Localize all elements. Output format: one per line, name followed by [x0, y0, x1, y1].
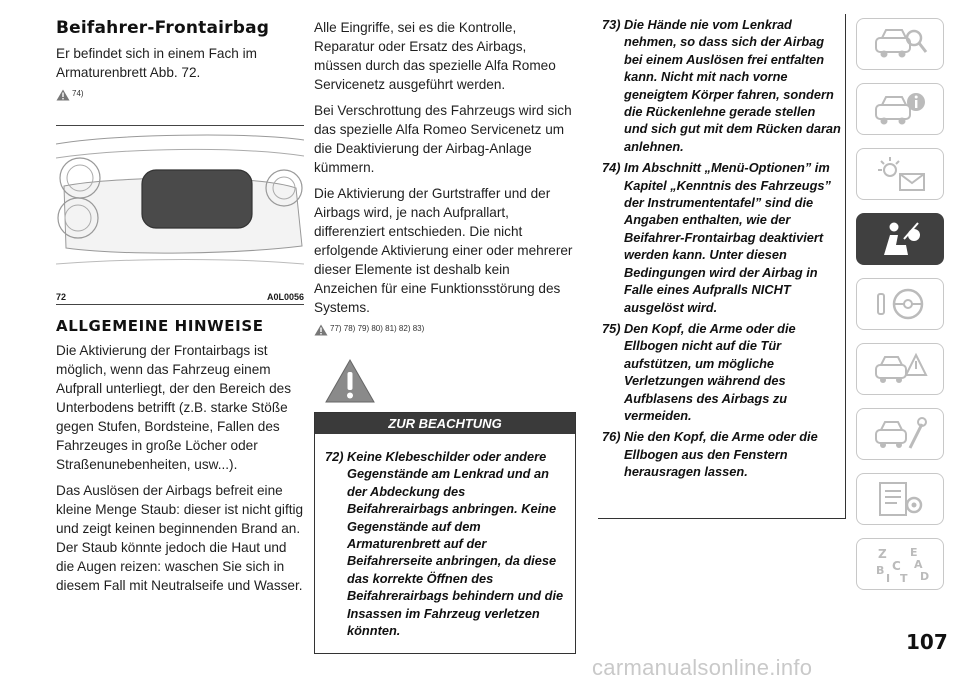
warning-triangle-icon	[314, 324, 328, 336]
alphabet-index-icon	[870, 544, 930, 584]
chapter-tab-technical-data[interactable]	[856, 473, 944, 525]
warning-item: 76) Nie den Kopf, die Arme oder die Ellbogen aus den Fenstern herausragen lassen.	[602, 429, 818, 480]
chapter-sidebar	[856, 18, 946, 603]
warning-reference	[314, 324, 576, 336]
figure-number: 72	[56, 292, 67, 302]
warning-header: ZUR BEACHTUNG	[315, 413, 575, 434]
seat-airbag-icon	[870, 219, 930, 259]
warning-triangle-icon	[56, 89, 70, 101]
warning-item: 73) Die Hände nie vom Lenkrad nehmen, so dass sich der Airbag bei einem Auslösen frei entfalten kann. Nicht mit nach vorne geneigtem Körper fahren, sondern die Rückenlehne gerade stellen und sich gut mit dem Rücken daran anlehnen.	[602, 17, 841, 154]
car-wrench-icon	[870, 414, 930, 454]
chapter-tab-index[interactable]	[856, 538, 944, 590]
chapter-tab-car-wrench[interactable]	[856, 408, 944, 460]
chapter-tab-car-info[interactable]	[856, 83, 944, 135]
index-letter: D	[920, 570, 930, 583]
car-info-icon	[870, 89, 930, 129]
chapter-tab-car-warning[interactable]	[856, 343, 944, 395]
document-gear-icon	[870, 479, 930, 519]
warning-reference-text: 77) 78) 79) 80) 81) 82) 83)	[330, 324, 425, 333]
warning-box	[314, 412, 576, 654]
lights-message-icon	[870, 154, 930, 194]
chapter-tab-lights-message[interactable]	[856, 148, 944, 200]
paragraph: Die Aktivierung der Gurtstraffer und der Airbags wird, je nach Aufprallart, differenziert entschieden. Die nicht erfolgende Aktivierung einer oder mehrerer dieser Elemente ist deshalb kein Anzeichen für eine Funktionsstörung des Systems.	[314, 186, 573, 315]
chapter-tab-airbag-active[interactable]	[856, 213, 944, 265]
index-letter: A	[914, 558, 923, 571]
dashboard-illustration	[56, 126, 304, 284]
paragraph: Das Auslösen der Airbags befreit eine kleine Menge Staub: dieser ist nicht giftig und zeigt keinen beginnenden Brand an. Der Staub könnte jedoch die Haut und die Augen reizen: waschen Sie sich in diesem Fall mit Neutralseife und Wasser.	[56, 483, 304, 593]
car-search-icon	[870, 24, 930, 64]
paragraph: Alle Eingriffe, sei es die Kontrolle, Reparatur oder Ersatz des Airbags, müssen durch das spezielle Alfa Romeo Servicenetz ausgeführt werden.	[314, 20, 556, 92]
warning-box-continued	[598, 14, 846, 519]
figure-code: A0L0056	[266, 292, 304, 302]
warning-reference	[56, 89, 304, 101]
intro-paragraph: Er befindet sich in einem Fach im Armaturenbrett Abb. 72.	[56, 46, 257, 80]
warning-item: 72) Keine Klebeschilder oder andere Gegenstände am Lenkrad und an der Abdeckung des Beifahrerairbags anbringen. Keine Gegenstände auf dem Armaturenbrett auf der Beifahrerseite anbringen, da diese das korrekte Öffnen des Beifahrerairbags behindern und die Insassen im Fahrzeug verletzen könnten.	[325, 449, 564, 639]
index-letter: I	[886, 572, 891, 584]
chapter-tab-car-search[interactable]	[856, 18, 944, 70]
index-letter: B	[876, 564, 885, 577]
index-letter: Z	[878, 547, 887, 561]
page-title: Beifahrer-Frontairbag	[56, 18, 270, 38]
column-right	[598, 18, 846, 519]
warning-item: 75) Den Kopf, die Arme oder die Ellbogen nicht auf die Tür aufstützen, um mögliche Verletzungen während des Aufblasens des Airbags zu vermeiden.	[602, 320, 796, 423]
paragraph: Die Aktivierung der Frontairbags ist möglich, wenn das Fahrzeug einem Aufprall unterliegt, der den Bereich des Unterbodens betrifft (z.B. starke Stöße gegen Stufen, Bordsteine, Fallen des Fahrzeuges in große Löcher oder Straßenunebenheiten, usw...).	[56, 343, 292, 472]
warning-reference-text: 74)	[72, 89, 84, 98]
chapter-tab-steering[interactable]	[856, 278, 944, 330]
warning-item: 74) Im Abschnitt „Menü-Optionen” im Kapitel „Kenntnis des Fahrzeugs” der Instrumententafel” sind die Angaben enthalten, wie der Beifahrer-Frontairbag deaktiviert werden kann. Unter diesen Bedingungen wird der Airbag in Falle eines Aufpralls NICHT ausgelöst wird.	[602, 160, 831, 315]
section-title: ALLGEMEINE HINWEISE	[56, 317, 264, 335]
column-left	[56, 18, 304, 602]
index-letter: T	[900, 572, 908, 584]
column-middle	[314, 18, 576, 654]
car-warning-icon	[870, 349, 930, 389]
page-number: 107	[906, 630, 948, 654]
steering-wheel-icon	[870, 284, 930, 324]
index-letter: E	[910, 546, 918, 559]
watermark: carmanualsonline.info	[592, 655, 813, 680]
dashboard-figure	[56, 125, 304, 305]
large-warning-icon	[324, 358, 376, 404]
paragraph: Bei Verschrottung des Fahrzeugs wird sich das spezielle Alfa Romeo Servicenetz um die Deaktivierung der Airbag-Anlage kümmern.	[314, 103, 572, 175]
index-letter: C	[892, 559, 901, 573]
